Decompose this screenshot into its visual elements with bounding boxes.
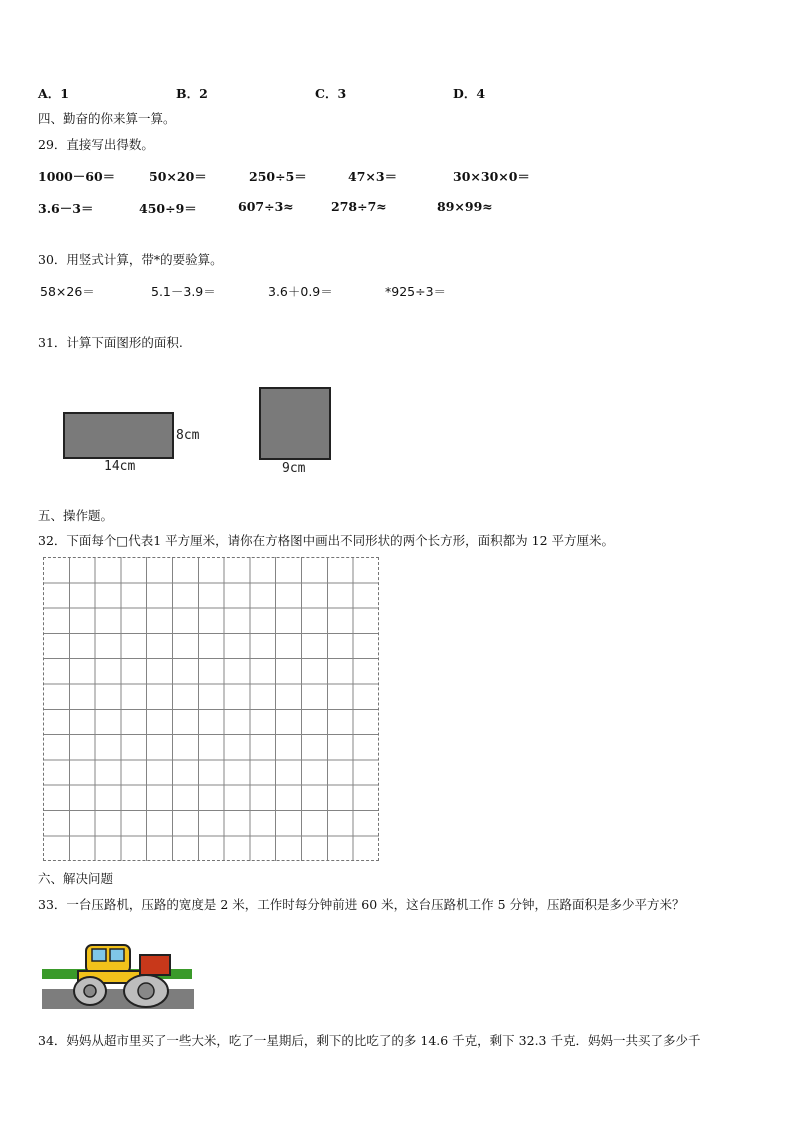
- q33-title: 33．一台压路机，压路的宽度是 2 米，工作时每分钟前进 60 米，这台压路机工作 5 分钟，压路面积是多少平方米？: [38, 897, 685, 912]
- road-roller-illustration: [42, 935, 202, 1013]
- square-side-label: 9cm: [282, 461, 306, 476]
- option-c: C．3: [315, 86, 347, 101]
- section-4-title: 四、勤奋的你来算一算。: [38, 111, 176, 126]
- section-5-title: 五、操作题。: [38, 508, 114, 523]
- q30-item: 3.6＋0.9＝: [268, 284, 333, 299]
- q30-item: 58×26＝: [40, 284, 95, 299]
- q30-title: 30．用竖式计算，带*的要验算。: [38, 252, 223, 267]
- square-shape: [259, 387, 331, 460]
- q29-item: 47×3＝: [348, 169, 398, 184]
- q29-item: 607÷3≈: [238, 199, 294, 214]
- q29-item: 250÷5＝: [249, 169, 307, 184]
- q32-title: 32．下面每个□代表1 平方厘米，请你在方格图中画出不同形状的两个长方形，面积都为 12 平方厘米。: [38, 533, 614, 548]
- q34-title: 34．妈妈从超市里买了一些大米，吃了一星期后，剩下的比吃了的多 14.6 千克，剩下 32.3 千克．妈妈一共买了多少千: [38, 1033, 701, 1048]
- cab-window-left: [92, 949, 106, 961]
- section-6-title: 六、解决问题: [38, 871, 114, 886]
- q29-item: 89×99≈: [437, 199, 493, 214]
- q30-item: *925÷3＝: [385, 284, 447, 299]
- q31-title: 31．计算下面图形的面积.: [38, 335, 183, 350]
- cab-window-right: [110, 949, 124, 961]
- rectangle-height-label: 8cm: [176, 428, 200, 443]
- front-roller-hub: [84, 985, 96, 997]
- q29-item: 1000－60＝: [38, 169, 116, 184]
- q29-item: 450÷9＝: [139, 201, 197, 216]
- option-d: D．4: [453, 86, 486, 101]
- q29-item: 3.6－3＝: [38, 201, 94, 216]
- option-b: B．2: [176, 86, 208, 101]
- road-strip: [42, 989, 194, 1009]
- q29-item: 50×20＝: [149, 169, 207, 184]
- rear-roller-hub: [138, 983, 154, 999]
- q29-item: 278÷7≈: [331, 199, 387, 214]
- rectangle-width-label: 14cm: [104, 459, 136, 474]
- rectangle-shape: [63, 412, 174, 459]
- option-a: A．1: [38, 86, 69, 101]
- q29-title: 29．直接写出得数。: [38, 137, 154, 152]
- q30-item: 5.1－3.9＝: [151, 284, 216, 299]
- roller-engine: [140, 955, 170, 975]
- q29-item: 30×30×0＝: [453, 169, 530, 184]
- square-grid: [43, 557, 379, 861]
